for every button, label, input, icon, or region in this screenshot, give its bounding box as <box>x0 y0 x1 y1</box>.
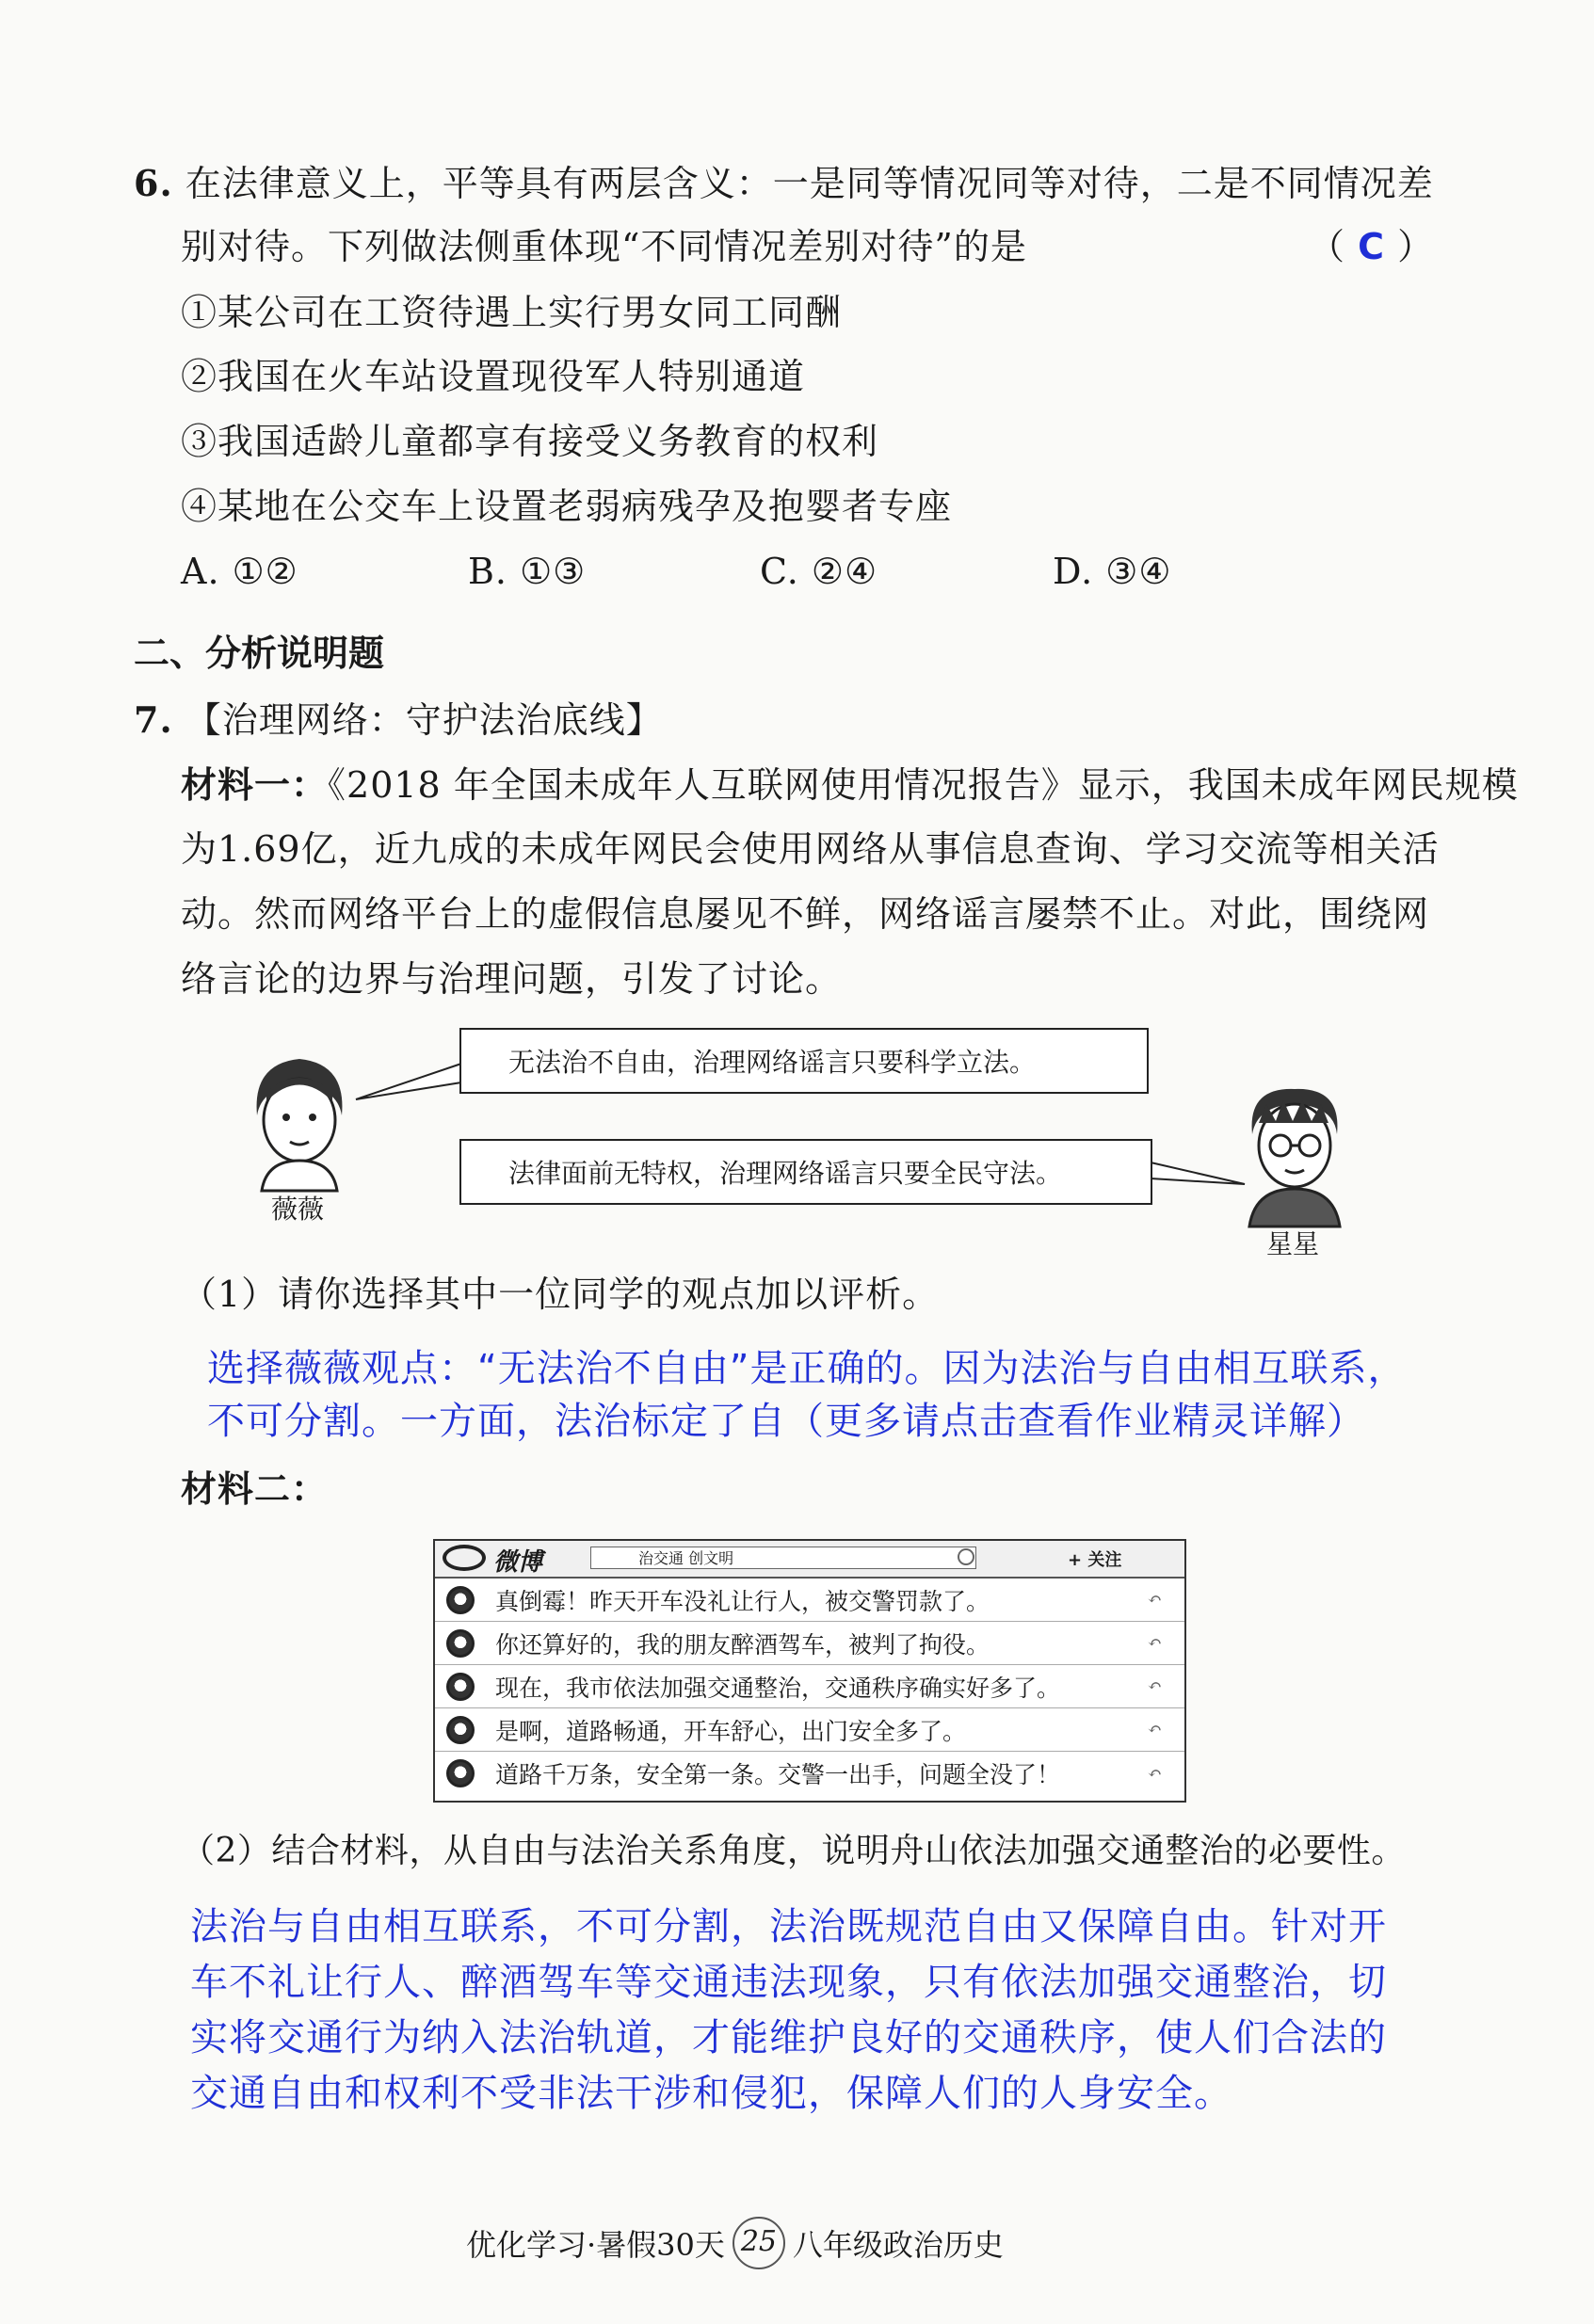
q7-title: 【治理网络：守护法治底线】 <box>185 699 663 741</box>
reply-icon[interactable]: ↶ <box>1147 1763 1162 1784</box>
q6-number: 6. <box>134 162 173 204</box>
weibo-post <box>435 1579 1184 1622</box>
avatar <box>446 1716 475 1744</box>
weibo-logo-icon <box>443 1545 486 1571</box>
weibo-follow-button[interactable]: + 关注 <box>1068 1550 1122 1570</box>
q7-sub1-question: （1）请你选择其中一位同学的观点加以评析。 <box>181 1274 940 1315</box>
weibo-post-text: 是啊，道路畅通，开车舒心，出门安全多了。 <box>495 1717 967 1745</box>
reply-icon[interactable]: ↶ <box>1147 1720 1162 1739</box>
q7-sub2-answer-2: 车不礼让行人、醉酒驾车等交通违法现象，只有依法加强交通整治，切 <box>190 1961 1387 2004</box>
weibo-post-text: 道路千万条，安全第一条。交警一出手，问题全没了！ <box>495 1761 1061 1788</box>
q6-stem-line2: 别对待。下列做法侧重体现“不同情况差别对待”的是 <box>181 226 1027 267</box>
q7-sub2-answer-3: 实将交通行为纳入法治轨道，才能维护良好的交通秩序，使人们合法的 <box>190 2016 1387 2060</box>
q7-sub2-answer-4: 交通自由和权利不受非法干涉和侵犯，保障人们的人身安全。 <box>190 2072 1232 2115</box>
material2-label: 材料二： <box>181 1468 329 1510</box>
q7-sub2-question: （2）结合材料，从自由与法治关系角度，说明舟山依法加强交通整治的必要性。 <box>181 1832 1406 1870</box>
material1-text-4: 络言论的边界与治理问题，引发了讨论。 <box>181 958 843 1000</box>
name-weiwei: 薇薇 <box>271 1194 325 1225</box>
avatar <box>446 1673 475 1701</box>
q6-item-4: ④某地在公交车上设置老弱病残孕及抱婴者专座 <box>181 486 953 527</box>
weibo-post <box>435 1665 1184 1708</box>
q7-number: 7. <box>134 698 173 741</box>
reply-icon[interactable]: ↶ <box>1147 1590 1162 1610</box>
footer <box>466 2217 1004 2269</box>
q6-option-d: D. ③④ <box>1053 551 1172 592</box>
weibo-post-text: 真倒霉！昨天开车没礼让行人，被交警罚款了。 <box>495 1587 990 1615</box>
material1-text-1: 《2018 年全国未成年人互联网使用情况报告》显示，我国未成年网民规模 <box>328 764 1519 806</box>
avatar <box>446 1586 475 1614</box>
avatar <box>446 1759 475 1787</box>
weibo-search-input[interactable]: 治交通 创文明 <box>590 1547 976 1569</box>
q6-item-1: ①某公司在工资待遇上实行男女同工同酬 <box>181 292 843 333</box>
bubble-weiwei: 无法治不自由，治理网络谣言只要科学立法。 <box>459 1028 1149 1094</box>
paren-close: ） <box>1397 226 1435 267</box>
weibo-panel <box>433 1539 1186 1803</box>
q6-option-b: B. ①③ <box>468 551 587 592</box>
weibo-post <box>435 1708 1184 1752</box>
q7-sub1-answer-2[interactable]: 不可分割。一方面，法治标定了自（更多请点击查看作业精灵详解） <box>207 1400 1365 1443</box>
weibo-post-text: 你还算好的，我的朋友醉酒驾车，被判了拘役。 <box>495 1630 990 1659</box>
weiwei-illustration-icon <box>243 1050 356 1200</box>
footer-right: 八年级政治历史 <box>792 2227 1004 2263</box>
q6-option-c: C. ②④ <box>760 551 878 592</box>
section2-title: 二、分析说明题 <box>134 633 385 674</box>
q6-stem-line1: 在法律意义上，平等具有两层含义：一是同等情况同等对待，二是不同情况差 <box>185 163 1434 204</box>
footer-page-number: 25 <box>733 2217 785 2269</box>
q7-sub2-answer-1: 法治与自由相互联系，不可分割，法治既规范自由又保障自由。针对开 <box>190 1905 1387 1948</box>
name-xingxing: 星星 <box>1266 1228 1320 1259</box>
weibo-logo-text: 微博 <box>493 1548 543 1577</box>
search-icon[interactable] <box>958 1548 974 1565</box>
q6-item-3: ③我国适龄儿童都享有接受义务教育的权利 <box>181 421 879 462</box>
reply-icon[interactable]: ↶ <box>1147 1676 1162 1696</box>
weibo-post-text: 现在，我市依法加强交通整治，交通秩序确实好多了。 <box>495 1674 1061 1702</box>
reply-icon[interactable]: ↶ <box>1147 1633 1162 1653</box>
bubble-xingxing: 法律面前无特权，治理网络谣言只要全民守法。 <box>459 1139 1152 1205</box>
material1-text-3: 动。然而网络平台上的虚假信息屡见不鲜，网络谣言屡禁不止。对此，围绕网 <box>181 893 1430 935</box>
avatar <box>446 1629 475 1658</box>
weibo-post <box>435 1752 1184 1795</box>
q6-item-2: ②我国在火车站设置现役军人特别通道 <box>181 356 806 397</box>
xingxing-illustration-icon <box>1229 1078 1361 1228</box>
material1-text-2: 为1.69亿，近九成的未成年网民会使用网络从事信息查询、学习交流等相关活 <box>181 828 1440 870</box>
paren-open: （ <box>1309 226 1346 267</box>
weibo-header <box>435 1541 1184 1579</box>
footer-left: 优化学习·暑假30天 <box>466 2227 725 2263</box>
q7-sub1-answer-1: 选择薇薇观点：“无法治不自由”是正确的。因为法治与自由相互联系， <box>207 1347 1407 1390</box>
material1-label: 材料一： <box>181 764 329 806</box>
q6-answer: C <box>1358 226 1385 267</box>
q6-option-a: A. ①② <box>181 551 298 592</box>
weibo-post <box>435 1622 1184 1665</box>
